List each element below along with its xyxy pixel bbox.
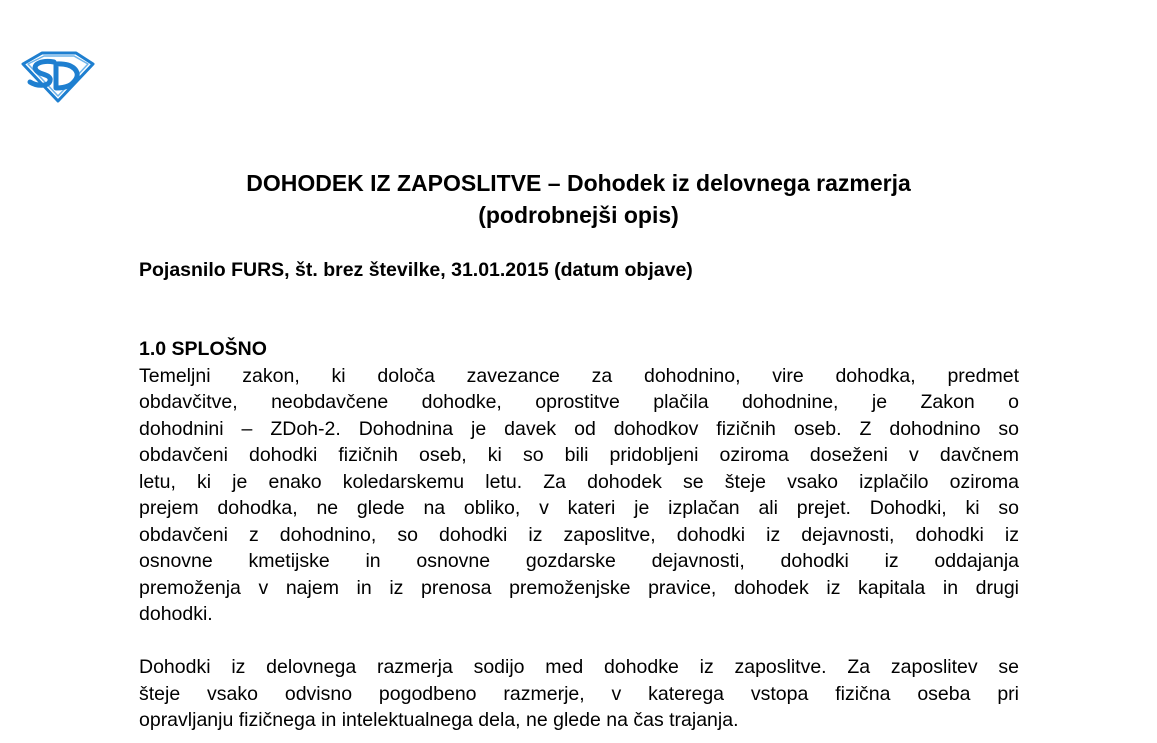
paragraph-line: osnovne kmetijske in osnovne gozdarske dejavnosti, dohodki iz oddajanja bbox=[139, 550, 1019, 572]
paragraph-line: dohodnini – ZDoh-2. Dohodnina je davek od dohodkov fizičnih oseb. Z dohodnino so bbox=[139, 417, 1019, 440]
paragraph-line: Temeljni zakon, ki določa zavezance za dohodnino, vire dohodka, predmet bbox=[139, 364, 1019, 387]
section-heading: 1.0 SPLOŠNO bbox=[139, 338, 267, 360]
document-title-line: (podrobnejši opis) bbox=[478, 202, 679, 228]
paragraph-line: letu, ki je enako koledarskemu letu. Za dohodek se šteje vsako izplačilo oziroma bbox=[139, 470, 1019, 493]
document-title-line: DOHODEK IZ ZAPOSLITVE – Dohodek iz delovnega razmerja bbox=[246, 170, 911, 196]
paragraph-line: opravljanju fizičnega in intelektualnega dela, ne glede na čas trajanja. bbox=[139, 709, 739, 731]
paragraph-2 bbox=[139, 654, 1019, 734]
paragraph-line: obdavčitve, neobdavčene dohodke, oprostitve plačila dohodnine, je Zakon o bbox=[139, 391, 1019, 413]
document-subtitle: Pojasnilo FURS, št. brez številke, 31.01.2015 (datum objave) bbox=[139, 259, 693, 281]
document-title bbox=[0, 167, 1157, 231]
section-splosno bbox=[139, 336, 1019, 734]
paragraph-line: prejem dohodka, ne glede na obliko, v kateri je izplačan ali prejet. Dohodki, ki so bbox=[139, 497, 1019, 519]
paragraph-line: Dohodki iz delovnega razmerja sodijo med dohodke iz zaposlitve. Za zaposlitev se bbox=[139, 656, 1019, 678]
sd-shield-logo-icon bbox=[20, 50, 96, 104]
paragraph-line: obdavčeni z dohodnino, so dohodki iz zaposlitve, dohodki iz dejavnosti, dohodki iz bbox=[139, 523, 1019, 546]
paragraph-line: šteje vsako odvisno pogodbeno razmerje, v katerega vstopa fizična oseba pri bbox=[139, 682, 1019, 705]
paragraph-1 bbox=[139, 363, 1019, 628]
paragraph-line: dohodki. bbox=[139, 603, 213, 625]
paragraph-line: obdavčeni dohodki fizičnih oseb, ki so bili pridobljeni oziroma doseženi v davčnem bbox=[139, 444, 1019, 466]
paragraph-line: premoženja v najem in iz prenosa premoženjske pravice, dohodek iz kapitala in drugi bbox=[139, 576, 1019, 599]
